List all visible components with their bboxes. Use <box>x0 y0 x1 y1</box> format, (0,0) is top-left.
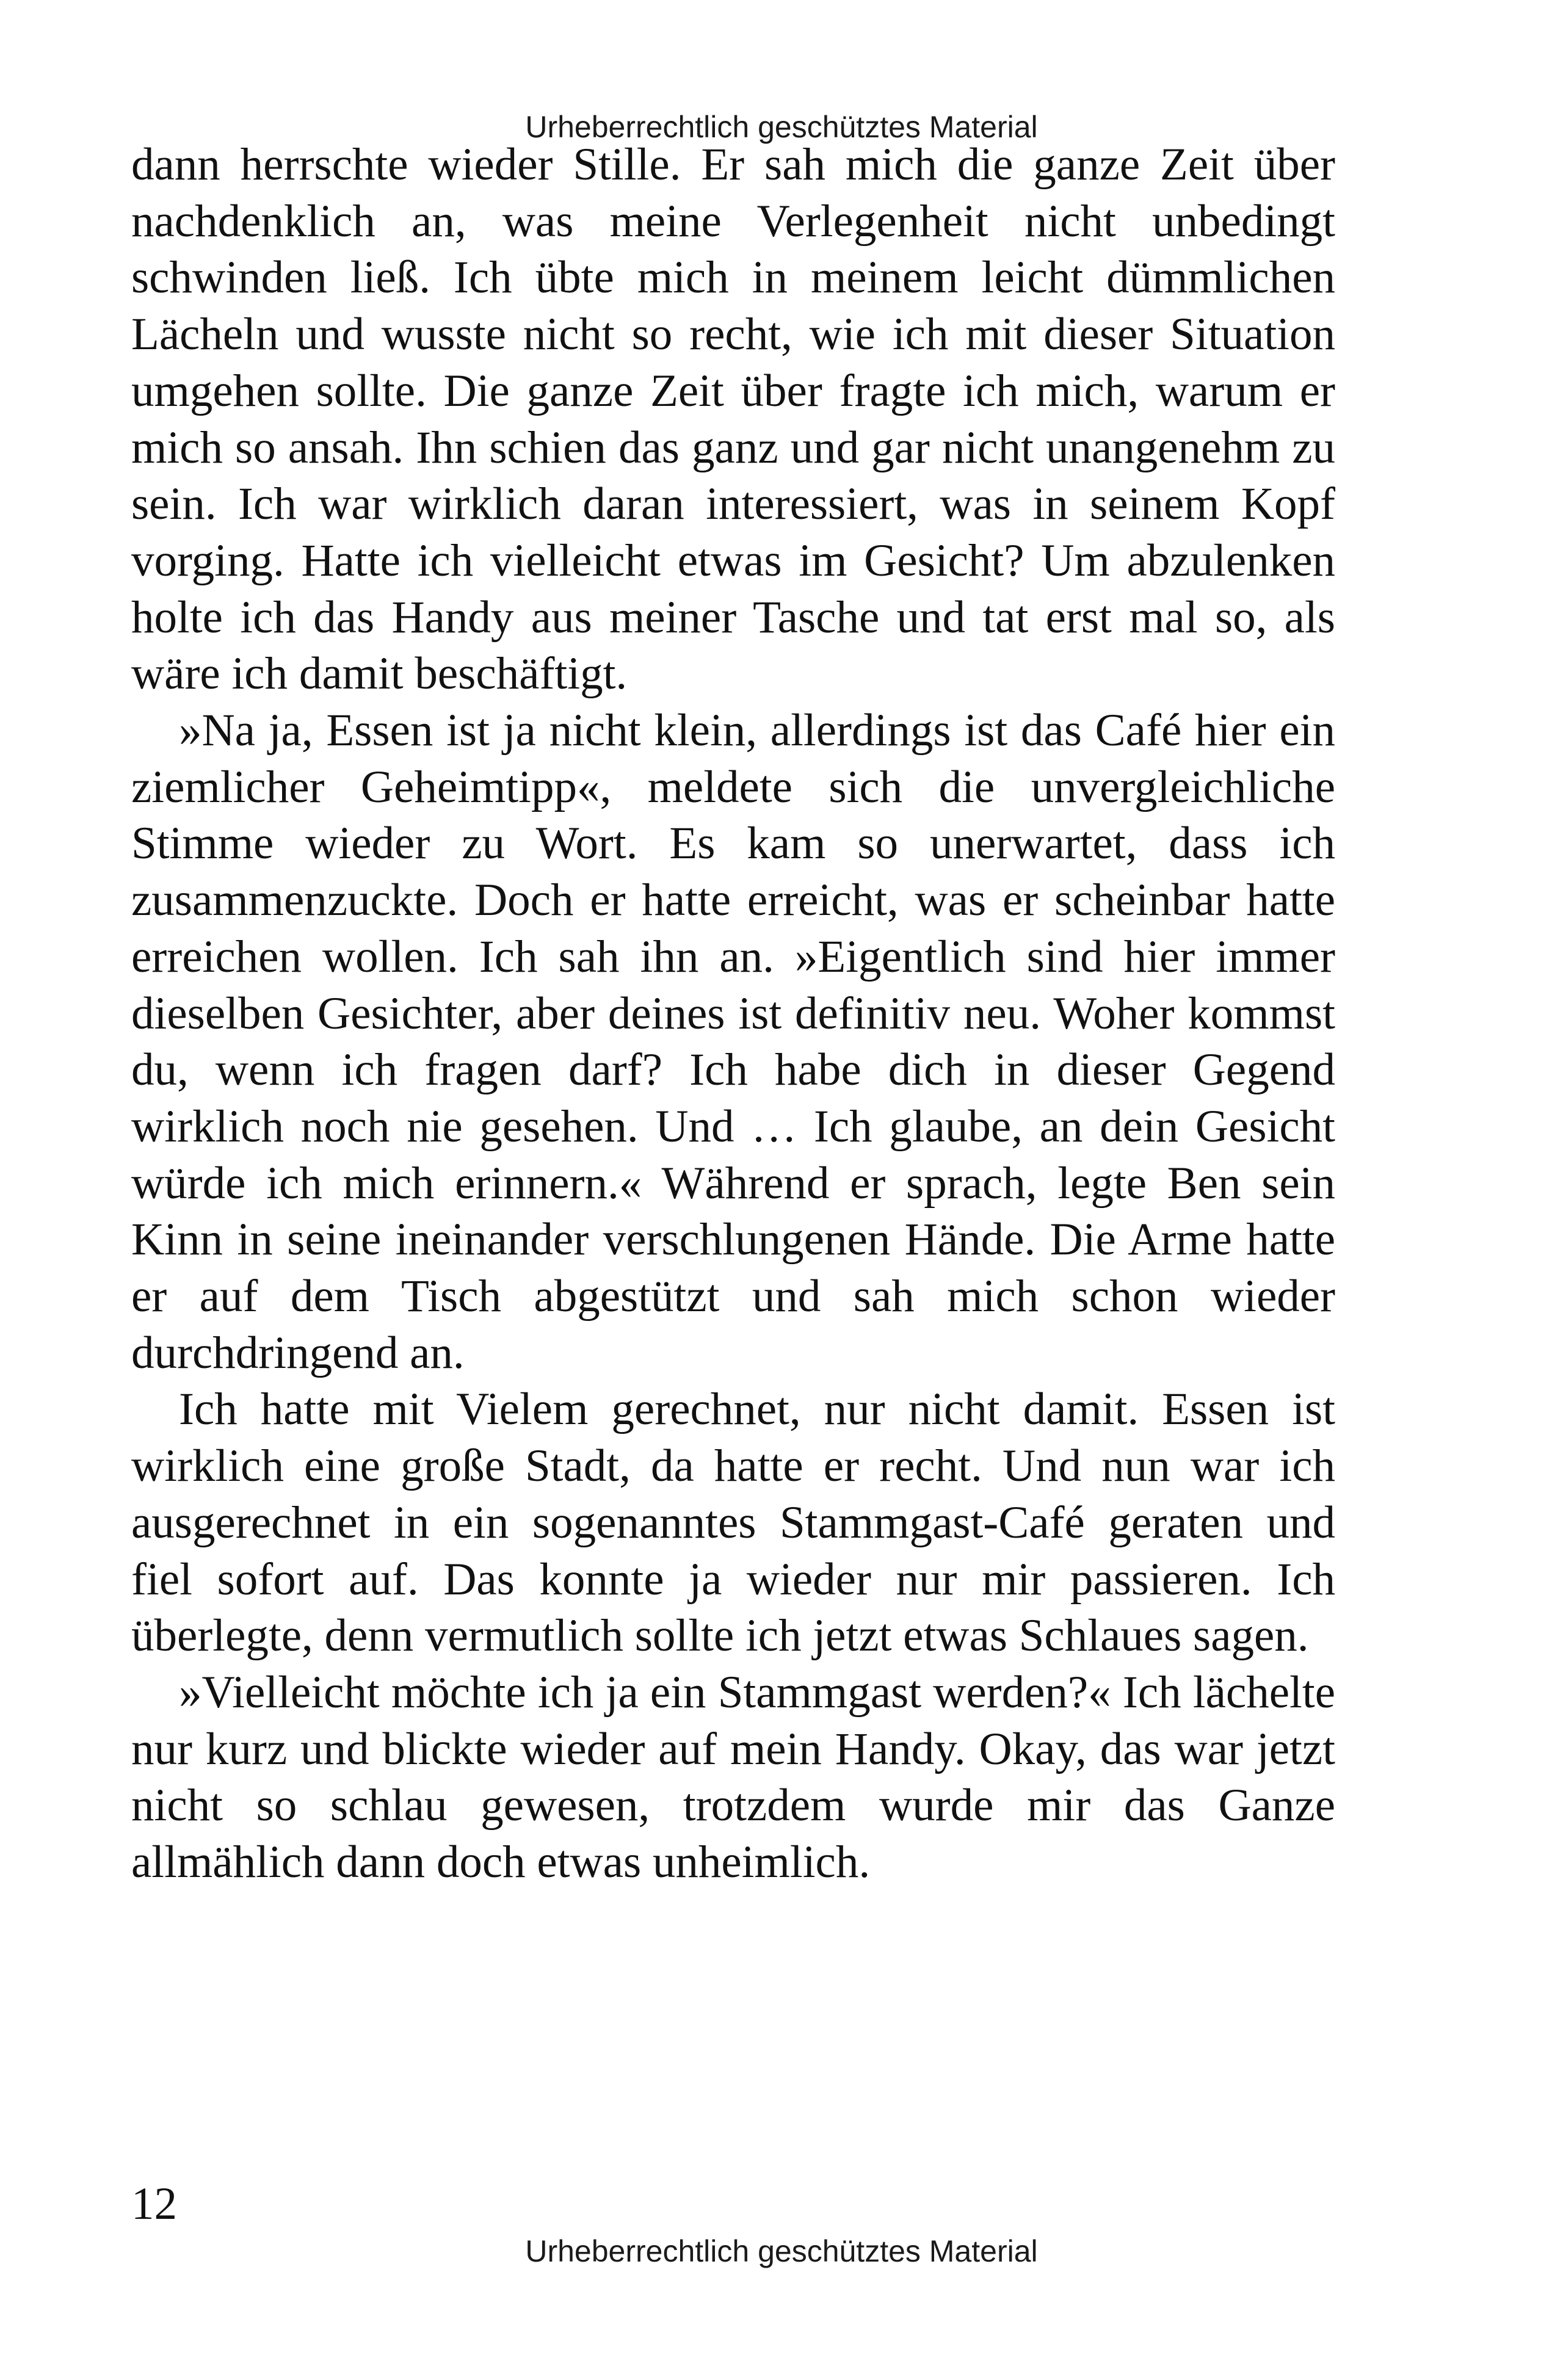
copyright-watermark-top: Urheberrechtlich geschütztes Material <box>525 110 1038 144</box>
paragraph-2: »Na ja, Essen ist ja nicht klein, allerdings ist das Café hier ein ziemlicher Geheimtipp«, meldete sich die unvergleichliche Stimme wieder zu Wort. Es kam so unerwartet, dass ich zusammenzuckte. Doch er hatte erreicht, was er scheinbar hatte erreichen wollen. Ich sah ihn an. »Eigentlich sind hier immer dieselben Gesichter, aber deines ist definitiv neu. Woher kommst du, wenn ich fragen darf? Ich habe dich in dieser Gegend wirklich noch nie gesehen. Und … Ich glaube, an dein Gesicht würde ich mich erinnern.« Während er sprach, legte Ben sein Kinn in seine ineinander verschlungenen Hände. Die Arme hatte er auf dem Tisch abgestützt und sah mich schon wieder durchdringend an. <box>131 705 1335 1378</box>
body-text <box>131 137 1335 1891</box>
page-number: 12 <box>131 2179 177 2229</box>
paragraph-3: Ich hatte mit Vielem gerechnet, nur nicht damit. Essen ist wirklich eine große Stadt, da hatte er recht. Und nun war ich ausgerechnet in ein sogenanntes Stammgast-Café geraten und fiel sofort auf. Das konnte ja wieder nur mir passieren. Ich überlegte, denn vermutlich sollte ich jetzt etwas Schlaues sagen. <box>131 1384 1335 1662</box>
copyright-watermark-bottom: Urheberrechtlich geschütztes Material <box>525 2234 1038 2268</box>
paragraph-4: »Vielleicht möchte ich ja ein Stammgast werden?« Ich lächelte nur kurz und blickte wieder auf mein Handy. Okay, das war jetzt nicht so schlau gewesen, trotzdem wurde mir das Ganze allmählich dann doch etwas unheimlich. <box>131 1666 1335 1888</box>
paragraph-1: dann herrschte wieder Stille. Er sah mich die ganze Zeit über nachdenklich an, was meine Verlegenheit nicht unbedingt schwinden ließ. Ich übte mich in meinem leicht dümmlichen Lächeln und wusste nicht so recht, wie ich mit dieser Situation umgehen sollte. Die ganze Zeit über fragte ich mich, warum er mich so ansah. Ihn schien das ganz und gar nicht unangenehm zu sein. Ich war wirklich daran interessiert, was in seinem Kopf vorging. Hatte ich vielleicht etwas im Gesicht? Um abzulenken holte ich das Handy aus meiner Tasche und tat erst mal so, als wäre ich damit beschäftigt. <box>131 139 1335 700</box>
